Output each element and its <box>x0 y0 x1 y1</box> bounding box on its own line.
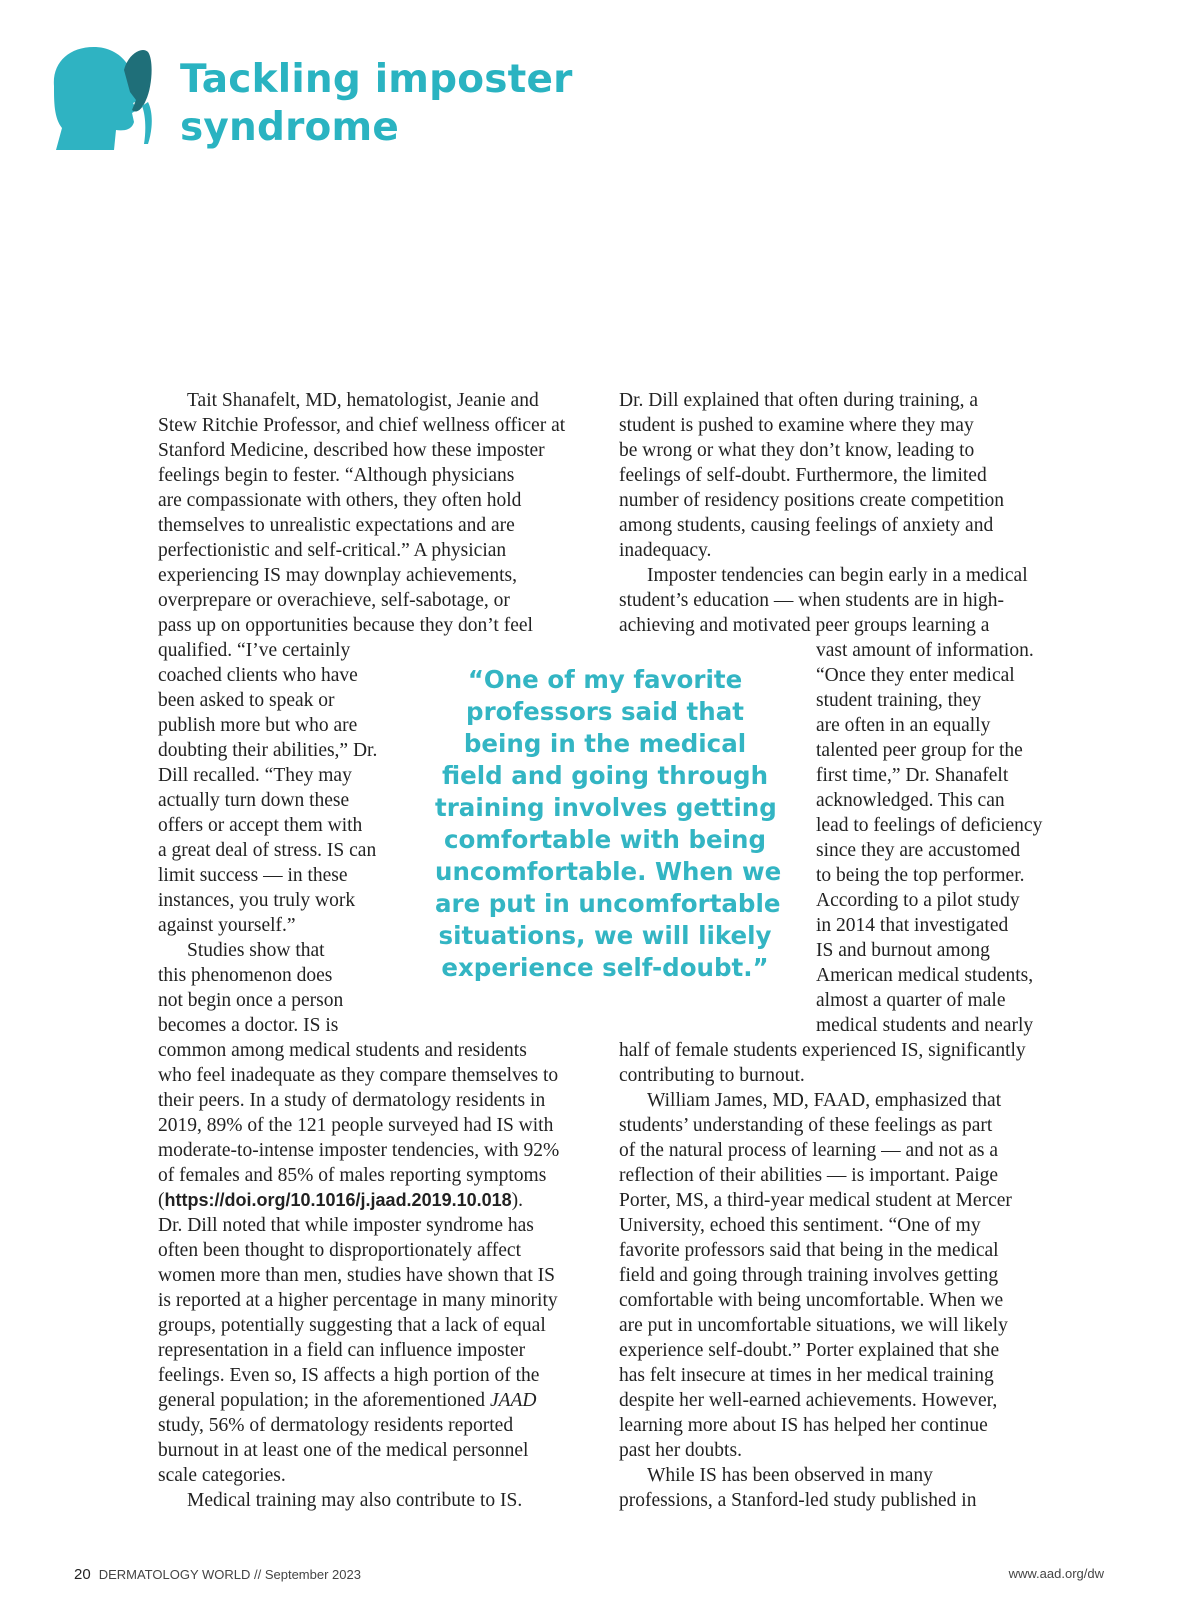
left-column-line: general population; in the aforementioned JAAD <box>158 1390 537 1411</box>
right-column-line: since they are accustomed <box>816 840 1021 861</box>
left-column-line: feelings begin to fester. “Although physicians <box>158 465 515 486</box>
right-column-line: student’s education — when students are in high- <box>619 590 1005 611</box>
right-column-line: past her doubts. <box>619 1440 742 1461</box>
right-column-line: students’ understanding of these feelings as part <box>619 1115 993 1136</box>
right-column-line: inadequacy. <box>619 540 712 561</box>
right-column-line: number of residency positions create competition <box>619 490 1005 511</box>
left-column-line: who feel inadequate as they compare themselves to <box>158 1065 559 1086</box>
right-column-line: almost a quarter of male <box>816 990 1006 1011</box>
right-column-line: has felt insecure at times in her medical training <box>619 1365 994 1386</box>
left-column-line: is reported at a higher percentage in many minority <box>158 1290 558 1311</box>
right-column-line: be wrong or what they don’t know, leading to <box>619 440 975 461</box>
journal-name: JAAD <box>489 1390 537 1411</box>
left-column-line: moderate-to-intense imposter tendencies, with 92% <box>158 1140 560 1161</box>
left-column-line: of females and 85% of males reporting symptoms <box>158 1165 547 1186</box>
left-column-line: often been thought to disproportionately affect <box>158 1240 521 1261</box>
left-column-line: groups, potentially suggesting that a lack of equal <box>158 1315 546 1336</box>
right-column-line: in 2014 that investigated <box>816 915 1009 936</box>
left-column-line: study, 56% of dermatology residents reported <box>158 1415 514 1436</box>
right-column-line: American medical students, <box>816 965 1034 986</box>
left-column-line: perfectionistic and self-critical.” A physician <box>158 540 507 561</box>
right-column-line: experience self-doubt.” Porter explained that she <box>619 1340 1000 1361</box>
left-column-line: doubting their abilities,” Dr. <box>158 740 378 761</box>
right-column-line: comfortable with being uncomfortable. When we <box>619 1290 1004 1311</box>
right-column-line: favorite professors said that being in the medical <box>619 1240 999 1261</box>
right-column-line: vast amount of information. <box>816 640 1034 661</box>
left-column-line: feelings. Even so, IS affects a high portion of the <box>158 1365 540 1386</box>
left-column-line: not begin once a person <box>158 990 344 1011</box>
title-line-2: syndrome <box>180 105 400 150</box>
left-column-line: qualified. “I’ve certainly <box>158 640 351 661</box>
right-column-line: despite her well-earned achievements. However, <box>619 1390 998 1411</box>
right-column-line: “Once they enter medical <box>816 665 1015 686</box>
article-title <box>180 56 573 152</box>
right-column-line: are often in an equally <box>816 715 991 736</box>
right-column-line: half of female students experienced IS, significantly <box>619 1040 1026 1061</box>
right-column-line: medical students and nearly <box>816 1015 1034 1036</box>
pull-quote-line: “One of my favorite <box>467 665 743 694</box>
right-column-line: acknowledged. This can <box>816 790 1005 811</box>
pull-quote-line: situations, we will likely <box>438 921 772 950</box>
left-column-line: Tait Shanafelt, MD, hematologist, Jeanie and <box>187 390 539 411</box>
left-column-line: Stanford Medicine, described how these imposter <box>158 440 545 461</box>
footer-url: www.aad.org/dw <box>1008 1566 1104 1581</box>
left-column-line: Dr. Dill noted that while imposter syndrome has <box>158 1215 534 1236</box>
right-column-line: While IS has been observed in many <box>647 1465 933 1486</box>
pull-quote-line: comfortable with being <box>443 825 767 854</box>
pull-quote-line: experience self-doubt.” <box>441 953 769 982</box>
pull-quote-line: field and going through <box>441 761 769 790</box>
right-column-line: field and going through training involves getting <box>619 1265 999 1286</box>
pull-quote-line: professors said that <box>466 697 744 726</box>
right-column-line: Imposter tendencies can begin early in a medical <box>647 565 1028 586</box>
page-number: 20 <box>74 1566 91 1583</box>
title-line-1: Tackling imposter <box>180 57 573 102</box>
left-column-line: instances, you truly work <box>158 890 356 911</box>
pull-quote-line: uncomfortable. When we <box>435 857 782 886</box>
pull-quote-line: training involves getting <box>435 793 777 822</box>
right-column-line: learning more about IS has helped her continue <box>619 1415 988 1436</box>
right-column-line: feelings of self-doubt. Furthermore, the limited <box>619 465 987 486</box>
left-column-line: are compassionate with others, they often hold <box>158 490 522 511</box>
left-column-line: this phenomenon does <box>158 965 333 986</box>
left-column-line: Studies show that <box>187 940 325 961</box>
publication-name: DERMATOLOGY WORLD // September 2023 <box>98 1567 361 1582</box>
left-column-line: publish more but who are <box>158 715 358 736</box>
left-column-line: Medical training may also contribute to IS. <box>187 1490 523 1511</box>
left-column-line: scale categories. <box>158 1465 286 1486</box>
right-column-line: Dr. Dill explained that often during training, a <box>619 390 979 411</box>
right-column-line: of the natural process of learning — and not as a <box>619 1140 999 1161</box>
left-column-line: been asked to speak or <box>158 690 335 711</box>
right-column-line: achieving and motivated peer groups learning a <box>619 615 990 636</box>
right-column-line: professions, a Stanford-led study published in <box>619 1490 977 1511</box>
left-column-line: pass up on opportunities because they don’t feel <box>158 615 533 636</box>
right-column-line: IS and burnout among <box>816 940 990 961</box>
right-column-line: to being the top performer. <box>816 865 1025 886</box>
left-column-line: burnout in at least one of the medical personnel <box>158 1440 529 1461</box>
doi-link[interactable]: https://doi.org/10.1016/j.jaad.2019.10.018 <box>164 1190 512 1210</box>
left-column-line: overprepare or overachieve, self-sabotage, or <box>158 590 510 611</box>
right-column-line: student training, they <box>816 690 982 711</box>
left-column-line: Stew Ritchie Professor, and chief wellness officer at <box>158 415 566 436</box>
left-column-line: women more than men, studies have shown that IS <box>158 1265 555 1286</box>
pull-quote-line: are put in uncomfortable <box>435 889 781 918</box>
right-column-line: contributing to burnout. <box>619 1065 805 1086</box>
left-column-line: representation in a field can influence imposter <box>158 1340 526 1361</box>
left-column-line: themselves to unrealistic expectations and are <box>158 515 515 536</box>
left-column-line: their peers. In a study of dermatology residents in <box>158 1090 546 1111</box>
left-column-line[interactable]: (https://doi.org/10.1016/j.jaad.2019.10.018). <box>158 1190 524 1211</box>
left-column-line: actually turn down these <box>158 790 350 811</box>
right-column-line: among students, causing feelings of anxiety and <box>619 515 994 536</box>
head-mask-logo-icon <box>44 40 160 150</box>
left-column-line: 2019, 89% of the 121 people surveyed had IS with <box>158 1115 554 1136</box>
right-column-line: William James, MD, FAAD, emphasized that <box>647 1090 1002 1111</box>
left-column-line: against yourself.” <box>158 915 296 936</box>
left-column-line: common among medical students and residents <box>158 1040 527 1061</box>
left-column-line: experiencing IS may downplay achievements, <box>158 565 518 586</box>
right-column-line: Porter, MS, a third-year medical student at Mercer <box>619 1190 1012 1211</box>
right-column-line: lead to feelings of deficiency <box>816 815 1043 836</box>
pull-quote-line: being in the medical <box>463 729 747 758</box>
left-column-line: becomes a doctor. IS is <box>158 1015 339 1036</box>
footer-left <box>74 1566 361 1583</box>
left-column-line: Dill recalled. “They may <box>158 765 352 786</box>
right-column-line: are put in uncomfortable situations, we will likely <box>619 1315 1008 1336</box>
right-column-line: reflection of their abilities — is important. Paige <box>619 1165 999 1186</box>
right-column-line: University, echoed this sentiment. “One of my <box>619 1215 981 1236</box>
left-column-line: limit success — in these <box>158 865 348 886</box>
left-column-line: a great deal of stress. IS can <box>158 840 377 861</box>
right-column-line: student is pushed to examine where they may <box>619 415 974 436</box>
right-column-line: According to a pilot study <box>816 890 1020 911</box>
left-column-line: coached clients who have <box>158 665 358 686</box>
right-column-line: first time,” Dr. Shanafelt <box>816 765 1009 786</box>
right-column-line: talented peer group for the <box>816 740 1023 761</box>
left-column-line: offers or accept them with <box>158 815 363 836</box>
